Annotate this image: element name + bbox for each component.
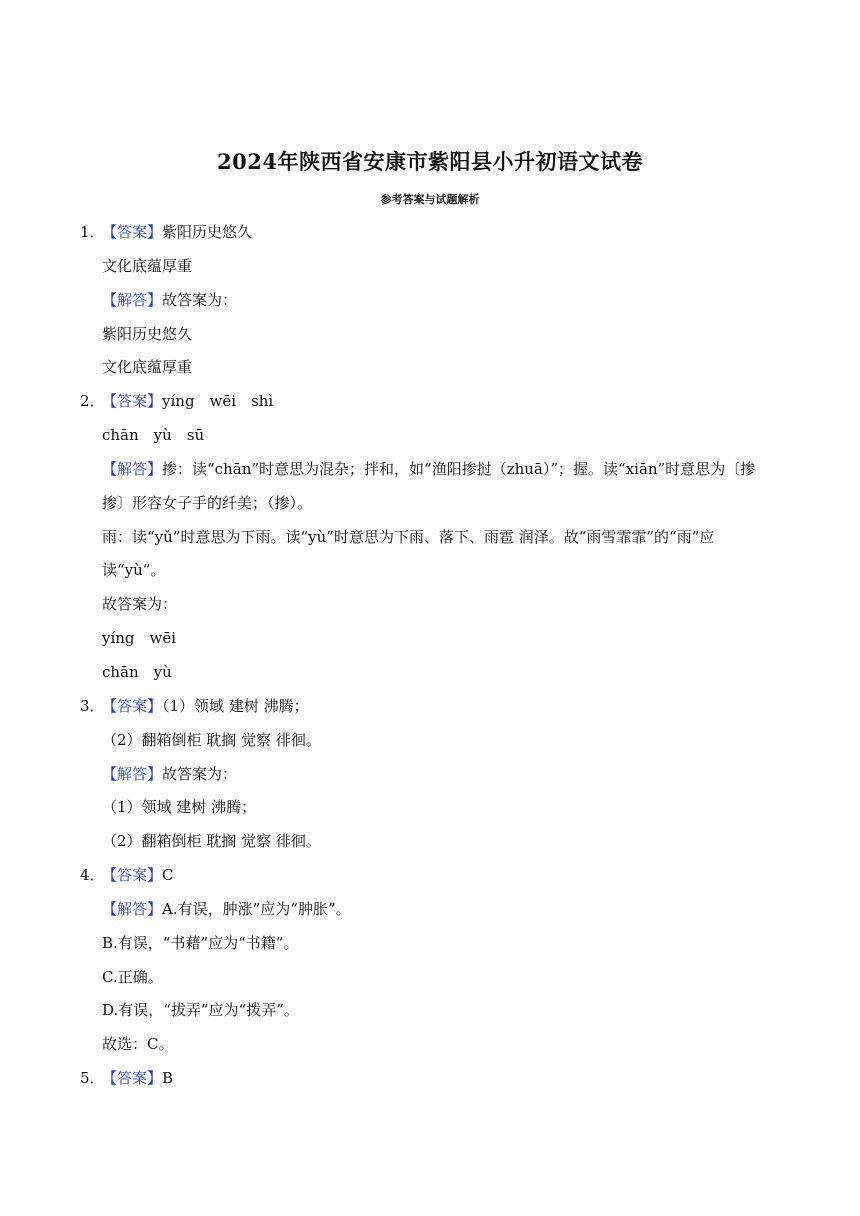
- q2-explain-3: 雨：读“yǔ”时意思为下雨。读“yù”时意思为下雨、落下、雨雹 润泽。故“雨雪霏霏”的“雨”应: [102, 527, 715, 546]
- q4-answer: C: [162, 866, 174, 885]
- document-title: 2024年陕西省安康市紫阳县小升初语文试卷: [217, 149, 643, 174]
- answer-tag: 【答案】: [102, 223, 163, 241]
- q2-explain-line2: 掺〕形容女子手的纤美；（掺）。: [102, 493, 313, 512]
- answer-list: [80, 218, 780, 1098]
- q3-explain-line: [80, 760, 780, 794]
- answer-tag: 【答案】: [102, 866, 163, 885]
- q4-explain-1: B.有误，“书藉”应为“书籍”。: [102, 933, 299, 952]
- q1-answer: 紫阳历史悠久: [162, 223, 253, 241]
- q3-answer: （1）领域 建树 沸腾；: [162, 696, 309, 715]
- q5-answer: B: [162, 1069, 174, 1088]
- explain-tag: 【解答】: [102, 764, 163, 783]
- q4-explain-2: C.正确。: [102, 967, 163, 986]
- q4-number: 4．: [80, 866, 105, 885]
- q2-explain-5: 故答案为：: [102, 595, 178, 614]
- answer-tag: 【答案】: [102, 696, 163, 715]
- q4-explain: A.有误，肿涨”应为“肿胀”。: [162, 899, 351, 918]
- answer-tag: 【答案】: [102, 392, 163, 411]
- q2-explain-7: chān yù: [102, 662, 172, 681]
- q1-explain: 故答案为：: [162, 290, 238, 309]
- q4-explain-3: D.有误，“拔弄”应为“拨弄”。: [102, 1001, 299, 1020]
- q2-explain-4: 读“yù”。: [102, 561, 166, 580]
- q2-explain-line: [80, 455, 780, 489]
- q3-explain-2: （2）翻箱倒柜 耽搁 觉察 徘徊。: [102, 832, 321, 851]
- explain-tag: 【解答】: [102, 459, 163, 478]
- q2-number: 2．: [80, 392, 105, 411]
- q1-explain-1: 紫阳历史悠久: [102, 324, 193, 343]
- q3-explain: 故答案为：: [162, 764, 238, 783]
- q1-answer-line: [80, 218, 780, 252]
- q5-number: 5．: [80, 1069, 105, 1088]
- explain-tag: 【解答】: [102, 899, 163, 918]
- q5-answer-line: [80, 1064, 780, 1098]
- q2-explain-6: yíng wēi: [102, 629, 177, 648]
- q1-explain-2: 文化底蕴厚重: [102, 358, 193, 377]
- q3-answer-line: [80, 692, 780, 726]
- q4-explain-line: [80, 895, 780, 929]
- q4-answer-line: [80, 861, 780, 895]
- q2-answer-line: [80, 387, 780, 421]
- q1-number: 1．: [80, 223, 105, 241]
- answer-tag: 【答案】: [102, 1069, 163, 1088]
- q3-explain-1: （1）领域 建树 沸腾；: [102, 798, 257, 817]
- q1-explain-line: [80, 286, 780, 320]
- q2-explain: 掺：读“chān”时意思为混杂；拌和，如“渔阳掺挝（zhuā）”；握。读“xiān”时意思为〔掺: [162, 459, 756, 478]
- q2-answer-line2: chān yù sū: [102, 426, 205, 445]
- q4-explain-4: 故选：C。: [102, 1035, 174, 1054]
- q1-answer-line2: 文化底蕴厚重: [102, 256, 193, 275]
- q2-answer: yíng wēi shì: [162, 392, 274, 411]
- q3-answer-line2: （2）翻箱倒柜 耽搁 觉察 徘徊。: [102, 730, 321, 749]
- document-subtitle: 参考答案与试题解析: [380, 193, 480, 206]
- explain-tag: 【解答】: [102, 290, 163, 309]
- q3-number: 3．: [80, 696, 105, 715]
